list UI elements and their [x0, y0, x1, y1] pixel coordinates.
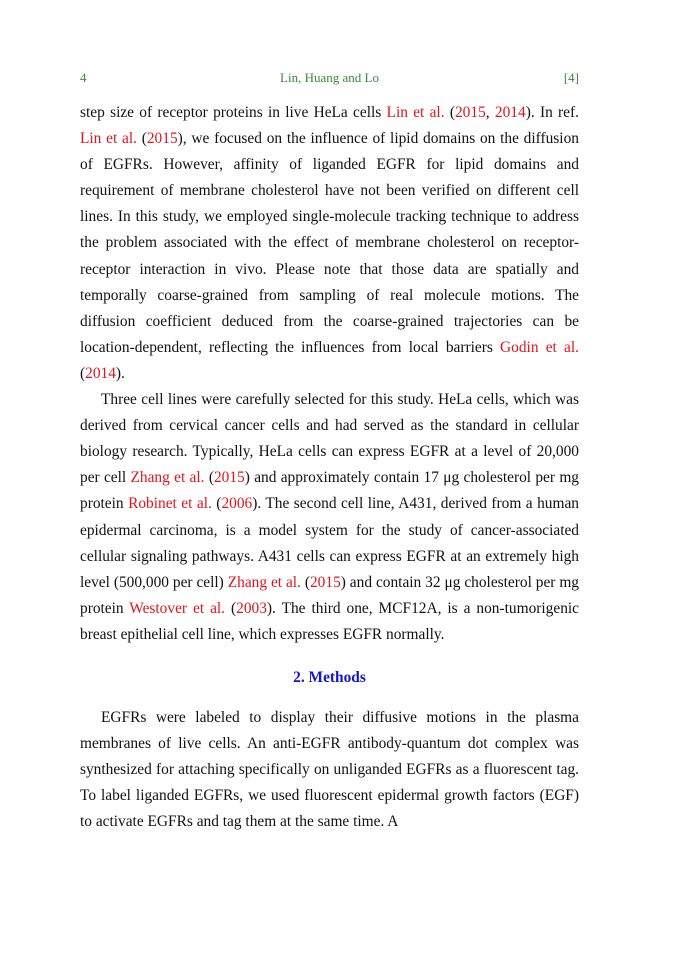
page-number: 4 [80, 70, 87, 85]
text-run: ( [444, 104, 455, 121]
citation-link[interactable]: Godin et al. [500, 338, 579, 356]
section-heading: 2. Methods [293, 668, 366, 686]
text-run: ). The second cell line, A431, derived from a human epidermal carcinoma, is a model system for the study of cancer-associated cellular signaling pathways. A431 cells can express EGFR at an extremely high level (500,000 per cell) [80, 495, 579, 591]
citation-year-link[interactable]: 2015 [213, 469, 245, 487]
citation-link[interactable]: Lin et al. [386, 104, 445, 121]
citation-link[interactable]: Robinet et al. [128, 495, 212, 513]
text-run: , [485, 104, 495, 121]
paragraph-1 [80, 100, 579, 387]
text-run: ) and approximately contain 17 μg cholesterol per mg protein [80, 469, 579, 513]
citation-year-link[interactable]: 2015 [309, 573, 341, 591]
citation-year-link[interactable]: 2003 [236, 599, 267, 617]
text-run: ( [80, 364, 86, 382]
citation-link[interactable]: Zhang et al. [227, 573, 301, 591]
body-text [80, 100, 579, 835]
citation-year-link[interactable]: 2015 [146, 130, 178, 148]
text-run: step size of receptor proteins in live HeLa cells [80, 104, 387, 121]
citation-year-link[interactable]: 2006 [221, 495, 253, 513]
text-run: ( [211, 495, 222, 513]
running-header-ref-tag: [4] [563, 70, 579, 85]
paragraph-3: EGFRs were labeled to display their diffusive motions in the plasma membranes of live cells. An anti-EGFR antibody-quantum dot complex was synthesized for attaching specifically on unliganded EGFRs as a fluorescent tag. To label liganded EGFRs, we used fluorescent epidermal growth factors (EGF) to activate EGFRs and tag them at the same time. A [80, 708, 579, 831]
paragraph-2 [80, 387, 579, 648]
citation-link[interactable]: Lin et al. [80, 130, 137, 148]
citation-link[interactable]: Zhang et al. [130, 469, 205, 487]
text-run: ). In ref. [525, 104, 579, 121]
citation-year-link[interactable]: 2014 [85, 364, 116, 382]
text-run: ) and contain 32 μg cholesterol per mg protein [80, 573, 580, 617]
text-run: ( [300, 573, 310, 591]
running-header-authors: Lin, Huang and Lo [280, 70, 379, 85]
citation-link[interactable]: Westover et al. [129, 599, 226, 617]
text-run: ( [204, 469, 214, 487]
text-run: ). The third one, MCF12A, is a non-tumorigenic breast epithelial cell line, which expresses EGFR normally. [80, 599, 579, 643]
text-run: ). [115, 364, 125, 382]
text-run: ), we focused on the influence of lipid domains on the diffusion of EGFRs. However, affinity of liganded EGFR for lipid domains and requirement of membrane cholesterol have not been verified on different cell lines. In this study, we employed single-molecule tracking technique to address the problem associated with the effect of membrane cholesterol on receptor-receptor interaction in vivo. Please note that those data are spatially and temporally coarse-grained from sampling of real molecule motions. The diffusion coefficient deduced from the coarse-grained trajectories can be location-dependent, reflecting the influences from local barriers [80, 130, 579, 356]
citation-year-link[interactable]: 2015 [454, 104, 486, 121]
text-run: Three cell lines were carefully selected for this study. HeLa cells, which was derived from cervical cancer cells and had served as the standard in cellular biology research. Typically, HeLa cells can express EGFR at a level of 20,000 per cell [80, 391, 579, 487]
text-run: ( [225, 599, 237, 617]
text-run: ( [136, 130, 147, 148]
citation-year-link[interactable]: 2014 [494, 104, 526, 121]
running-header [80, 70, 579, 90]
